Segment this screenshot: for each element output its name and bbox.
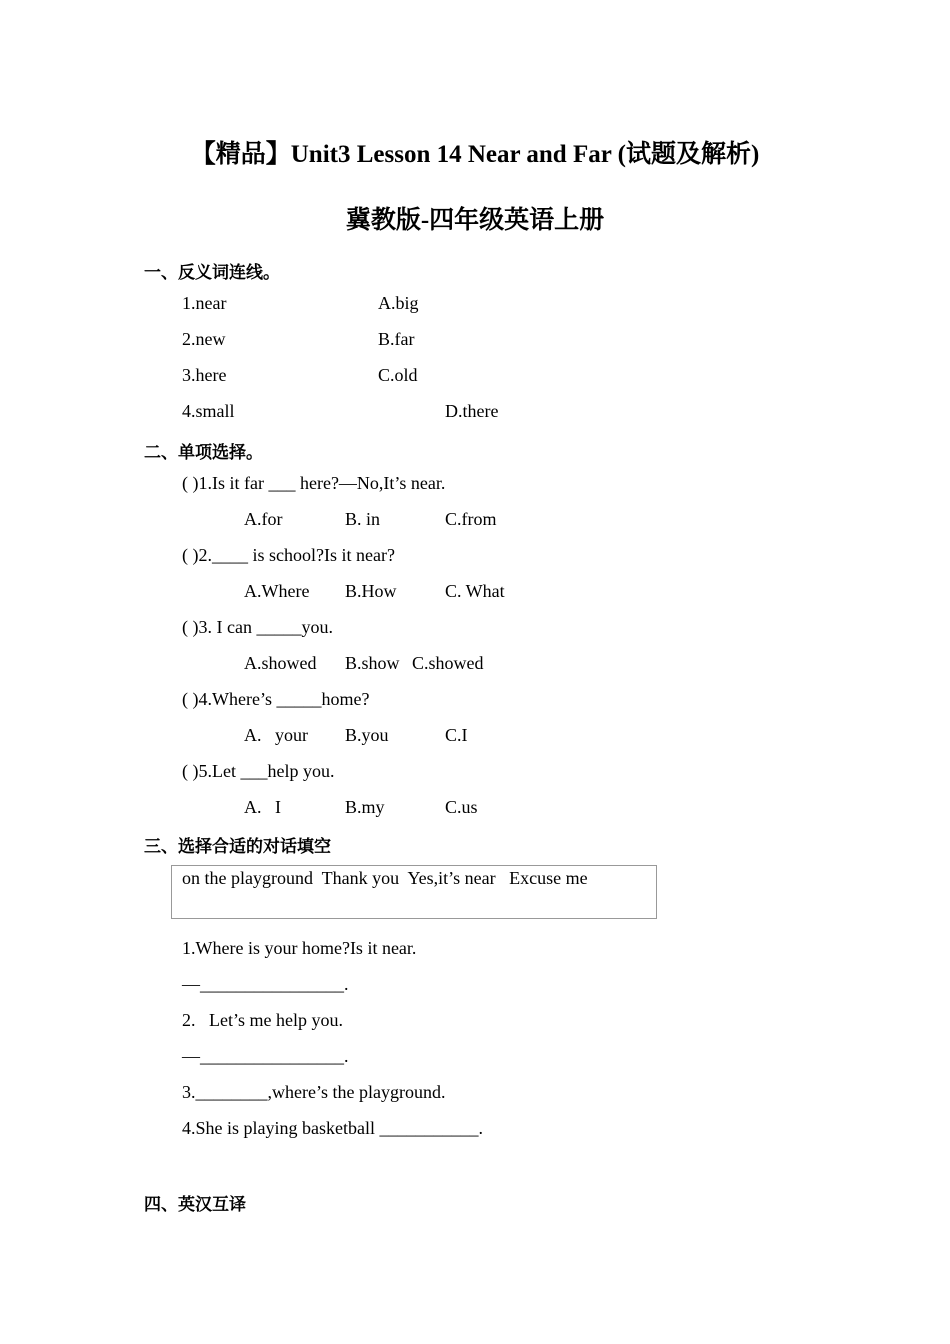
- option-a: A. I: [244, 797, 281, 817]
- match-left-item: 1.near: [182, 293, 227, 313]
- question-stem: ( )4.Where’s _____home?: [182, 689, 370, 709]
- section-3-heading: 三、选择合适的对话填空: [144, 837, 331, 857]
- match-left-item: 2.new: [182, 329, 226, 349]
- option-c: C.I: [445, 725, 468, 745]
- option-c: C.showed: [412, 653, 484, 673]
- section-2-heading: 二、单项选择。: [144, 443, 263, 463]
- dialog-answer-blank: —________________.: [182, 974, 349, 994]
- option-b: B.How: [345, 581, 397, 601]
- option-c: C.from: [445, 509, 497, 529]
- dialog-line: 2. Let’s me help you.: [182, 1010, 343, 1030]
- option-a: A.showed: [244, 653, 317, 673]
- word-bank-box: [171, 865, 657, 919]
- match-right-item: C.old: [378, 365, 418, 385]
- word-bank-text: on the playground Thank you Yes,it’s near Excuse me: [182, 868, 588, 888]
- match-left-item: 3.here: [182, 365, 227, 385]
- option-b: B.show: [345, 653, 400, 673]
- question-stem: ( )1.Is it far ___ here?—No,It’s near.: [182, 473, 446, 493]
- option-a: A.for: [244, 509, 283, 529]
- option-b: B.you: [345, 725, 389, 745]
- match-right-item: B.far: [378, 329, 415, 349]
- option-c: C.us: [445, 797, 478, 817]
- section-4-heading: 四、英汉互译: [144, 1195, 246, 1215]
- document-subtitle: 冀教版-四年级英语上册: [345, 207, 605, 234]
- question-stem: ( )5.Let ___help you.: [182, 761, 335, 781]
- question-stem: ( )3. I can _____you.: [182, 617, 333, 637]
- question-stem: ( )2.____ is school?Is it near?: [182, 545, 395, 565]
- match-right-item: A.big: [378, 293, 419, 313]
- match-right-item: D.there: [445, 401, 499, 421]
- dialog-line: 4.She is playing basketball ___________.: [182, 1118, 483, 1138]
- option-a: A. your: [244, 725, 308, 745]
- dialog-answer-blank: —________________.: [182, 1046, 349, 1066]
- option-c: C. What: [445, 581, 505, 601]
- option-a: A.Where: [244, 581, 310, 601]
- option-b: B.my: [345, 797, 385, 817]
- document-title: 【精品】Unit3 Lesson 14 Near and Far (试题及解析): [190, 141, 760, 168]
- dialog-line: 3.________,where’s the playground.: [182, 1082, 446, 1102]
- match-left-item: 4.small: [182, 401, 235, 421]
- option-b: B. in: [345, 509, 381, 529]
- section-1-heading: 一、反义词连线。: [144, 263, 280, 283]
- dialog-line: 1.Where is your home?Is it near.: [182, 938, 417, 958]
